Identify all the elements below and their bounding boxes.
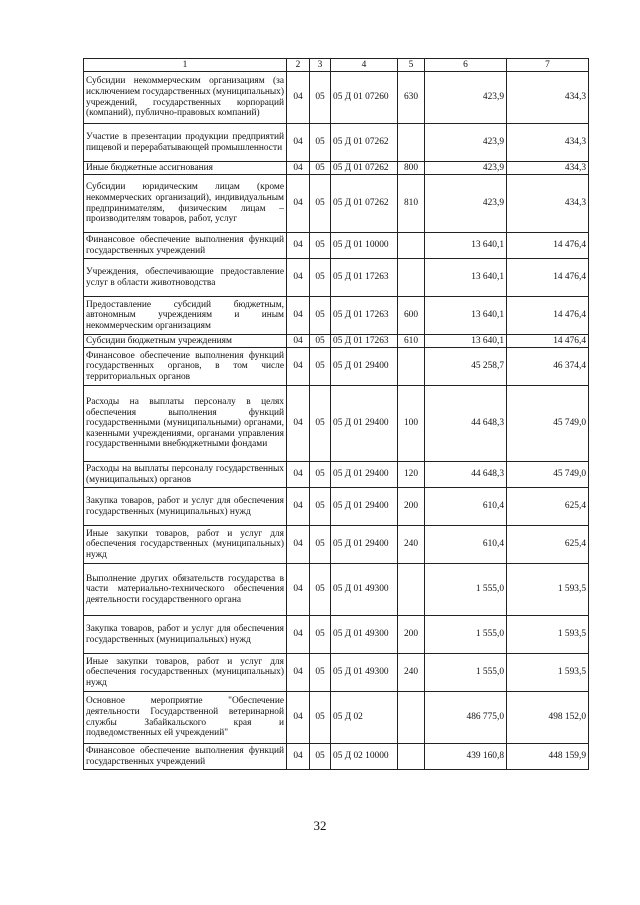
row-section: 04 — [287, 654, 310, 692]
row-target-article: 05 Д 01 10000 — [331, 233, 398, 259]
row-expense-type — [398, 259, 425, 297]
row-subsection: 05 — [310, 259, 331, 297]
header-col-4: 4 — [331, 59, 398, 72]
row-section: 04 — [287, 233, 310, 259]
row-subsection: 05 — [310, 462, 331, 488]
row-subsection: 05 — [310, 564, 331, 616]
table-row — [84, 233, 589, 259]
row-subsection: 05 — [310, 335, 331, 348]
row-description: Финансовое обеспечение выполнения функций государственных органов, в том числе территориальных органов — [84, 348, 287, 386]
row-amount-year-2: 1 593,5 — [507, 564, 589, 616]
row-subsection: 05 — [310, 692, 331, 744]
budget-table — [83, 58, 589, 770]
row-target-article: 05 Д 01 49300 — [331, 654, 398, 692]
table-row — [84, 175, 589, 233]
row-target-article: 05 Д 01 29400 — [331, 462, 398, 488]
row-subsection: 05 — [310, 616, 331, 654]
row-target-article: 05 Д 01 07262 — [331, 162, 398, 175]
header-col-1: 1 — [84, 59, 287, 72]
row-expense-type — [398, 564, 425, 616]
row-section: 04 — [287, 124, 310, 162]
row-description: Учреждения, обеспечивающие предоставление услуг в области животноводства — [84, 259, 287, 297]
row-expense-type — [398, 124, 425, 162]
row-description: Участие в презентации продукции предприятий пищевой и перерабатывающей промышленности — [84, 124, 287, 162]
row-amount-year-2: 1 593,5 — [507, 616, 589, 654]
row-description: Субсидии юридическим лицам (кроме некоммерческих организаций), индивидуальным предпринимателям, физическим лицам – производителям товаров, работ, услуг — [84, 175, 287, 233]
row-subsection: 05 — [310, 175, 331, 233]
row-amount-year-2: 14 476,4 — [507, 233, 589, 259]
page-number: 32 — [313, 818, 327, 833]
row-target-article: 05 Д 02 — [331, 692, 398, 744]
row-amount-year-1: 423,9 — [425, 162, 507, 175]
table-row — [84, 654, 589, 692]
row-section: 04 — [287, 259, 310, 297]
table-row — [84, 526, 589, 564]
row-description: Закупка товаров, работ и услуг для обеспечения государственных (муниципальных) нужд — [84, 488, 287, 526]
row-amount-year-1: 423,9 — [425, 175, 507, 233]
row-amount-year-1: 423,9 — [425, 72, 507, 124]
row-expense-type: 600 — [398, 297, 425, 335]
row-expense-type: 240 — [398, 654, 425, 692]
row-subsection: 05 — [310, 744, 331, 770]
header-col-3: 3 — [310, 59, 331, 72]
row-amount-year-1: 13 640,1 — [425, 259, 507, 297]
row-target-article: 05 Д 01 07262 — [331, 175, 398, 233]
row-expense-type: 630 — [398, 72, 425, 124]
row-target-article: 05 Д 01 29400 — [331, 386, 398, 462]
row-target-article: 05 Д 01 07262 — [331, 124, 398, 162]
row-subsection: 05 — [310, 654, 331, 692]
row-description: Финансовое обеспечение выполнения функций государственных учреждений — [84, 233, 287, 259]
row-amount-year-1: 423,9 — [425, 124, 507, 162]
table-row — [84, 616, 589, 654]
row-section: 04 — [287, 162, 310, 175]
row-expense-type — [398, 233, 425, 259]
row-amount-year-2: 14 476,4 — [507, 259, 589, 297]
row-amount-year-2: 1 593,5 — [507, 654, 589, 692]
table-row — [84, 564, 589, 616]
row-section: 04 — [287, 335, 310, 348]
row-amount-year-2: 14 476,4 — [507, 297, 589, 335]
header-col-5: 5 — [398, 59, 425, 72]
row-amount-year-2: 434,3 — [507, 72, 589, 124]
row-amount-year-1: 486 775,0 — [425, 692, 507, 744]
row-section: 04 — [287, 348, 310, 386]
row-amount-year-1: 1 555,0 — [425, 654, 507, 692]
row-description: Основное мероприятие "Обеспечение деятельности Государственной ветеринарной службы Забайкальского края и подведомственных ей учреждений" — [84, 692, 287, 744]
row-description: Расходы на выплаты персоналу государственных (муниципальных) органов — [84, 462, 287, 488]
row-amount-year-1: 1 555,0 — [425, 564, 507, 616]
row-expense-type: 120 — [398, 462, 425, 488]
row-target-article: 05 Д 01 29400 — [331, 488, 398, 526]
row-target-article: 05 Д 01 17263 — [331, 259, 398, 297]
row-amount-year-2: 434,3 — [507, 175, 589, 233]
header-row — [84, 59, 589, 72]
table-row — [84, 462, 589, 488]
row-section: 04 — [287, 744, 310, 770]
row-section: 04 — [287, 175, 310, 233]
row-description: Закупка товаров, работ и услуг для обеспечения государственных (муниципальных) нужд — [84, 616, 287, 654]
row-subsection: 05 — [310, 348, 331, 386]
row-description: Выполнение других обязательств государства в части материально-технического обеспечения деятельности государственного органа — [84, 564, 287, 616]
row-description: Иные закупки товаров, работ и услуг для обеспечения государственных (муниципальных) нужд — [84, 654, 287, 692]
row-section: 04 — [287, 386, 310, 462]
row-expense-type — [398, 348, 425, 386]
row-expense-type: 800 — [398, 162, 425, 175]
row-description: Субсидии некоммерческим организациям (за исключением государственных (муниципальных) учреждений, государственных корпораций (компаний), публично-правовых компаний) — [84, 72, 287, 124]
table-row — [84, 348, 589, 386]
table-row — [84, 124, 589, 162]
row-subsection: 05 — [310, 488, 331, 526]
row-amount-year-1: 13 640,1 — [425, 335, 507, 348]
row-target-article: 05 Д 01 49300 — [331, 616, 398, 654]
row-target-article: 05 Д 01 07260 — [331, 72, 398, 124]
row-section: 04 — [287, 692, 310, 744]
row-section: 04 — [287, 526, 310, 564]
header-col-2: 2 — [287, 59, 310, 72]
row-section: 04 — [287, 297, 310, 335]
row-expense-type: 100 — [398, 386, 425, 462]
row-amount-year-1: 610,4 — [425, 526, 507, 564]
table-row — [84, 692, 589, 744]
row-target-article: 05 Д 01 17263 — [331, 335, 398, 348]
row-subsection: 05 — [310, 233, 331, 259]
row-section: 04 — [287, 488, 310, 526]
row-description: Финансовое обеспечение выполнения функций государственных учреждений — [84, 744, 287, 770]
row-expense-type: 200 — [398, 616, 425, 654]
row-amount-year-1: 13 640,1 — [425, 297, 507, 335]
row-description: Иные закупки товаров, работ и услуг для обеспечения государственных (муниципальных) нужд — [84, 526, 287, 564]
table-row — [84, 72, 589, 124]
row-expense-type: 610 — [398, 335, 425, 348]
row-amount-year-1: 45 258,7 — [425, 348, 507, 386]
table-row — [84, 386, 589, 462]
row-description: Расходы на выплаты персоналу в целях обеспечения выполнения функций государственными (муниципальными) органами, казенными учреждениями, органами управления государственными внебюджетными фондами — [84, 386, 287, 462]
row-amount-year-1: 610,4 — [425, 488, 507, 526]
row-target-article: 05 Д 01 49300 — [331, 564, 398, 616]
row-amount-year-2: 625,4 — [507, 526, 589, 564]
row-amount-year-2: 434,3 — [507, 124, 589, 162]
row-description: Иные бюджетные ассигнования — [84, 162, 287, 175]
table-row — [84, 297, 589, 335]
row-section: 04 — [287, 462, 310, 488]
row-subsection: 05 — [310, 386, 331, 462]
row-amount-year-2: 45 749,0 — [507, 462, 589, 488]
row-expense-type — [398, 744, 425, 770]
row-section: 04 — [287, 72, 310, 124]
row-amount-year-2: 498 152,0 — [507, 692, 589, 744]
row-expense-type: 810 — [398, 175, 425, 233]
row-expense-type: 200 — [398, 488, 425, 526]
row-subsection: 05 — [310, 124, 331, 162]
table-row — [84, 744, 589, 770]
table-row — [84, 335, 589, 348]
row-amount-year-2: 45 749,0 — [507, 386, 589, 462]
row-description: Субсидии бюджетным учреждениям — [84, 335, 287, 348]
header-col-6: 6 — [425, 59, 507, 72]
header-col-7: 7 — [507, 59, 589, 72]
row-amount-year-1: 1 555,0 — [425, 616, 507, 654]
row-target-article: 05 Д 01 17263 — [331, 297, 398, 335]
row-expense-type: 240 — [398, 526, 425, 564]
row-amount-year-2: 625,4 — [507, 488, 589, 526]
row-subsection: 05 — [310, 526, 331, 564]
row-amount-year-2: 434,3 — [507, 162, 589, 175]
row-amount-year-1: 13 640,1 — [425, 233, 507, 259]
row-target-article: 05 Д 01 29400 — [331, 526, 398, 564]
row-amount-year-2: 448 159,9 — [507, 744, 589, 770]
row-subsection: 05 — [310, 72, 331, 124]
row-target-article: 05 Д 02 10000 — [331, 744, 398, 770]
row-amount-year-1: 44 648,3 — [425, 386, 507, 462]
row-subsection: 05 — [310, 162, 331, 175]
row-description: Предоставление субсидий бюджетным, автономным учреждениям и иным некоммерческим организациям — [84, 297, 287, 335]
table-row — [84, 488, 589, 526]
row-section: 04 — [287, 564, 310, 616]
row-expense-type — [398, 692, 425, 744]
row-amount-year-2: 14 476,4 — [507, 335, 589, 348]
table-row — [84, 259, 589, 297]
row-subsection: 05 — [310, 297, 331, 335]
row-target-article: 05 Д 01 29400 — [331, 348, 398, 386]
row-amount-year-1: 439 160,8 — [425, 744, 507, 770]
table-row — [84, 162, 589, 175]
row-section: 04 — [287, 616, 310, 654]
row-amount-year-1: 44 648,3 — [425, 462, 507, 488]
row-amount-year-2: 46 374,4 — [507, 348, 589, 386]
